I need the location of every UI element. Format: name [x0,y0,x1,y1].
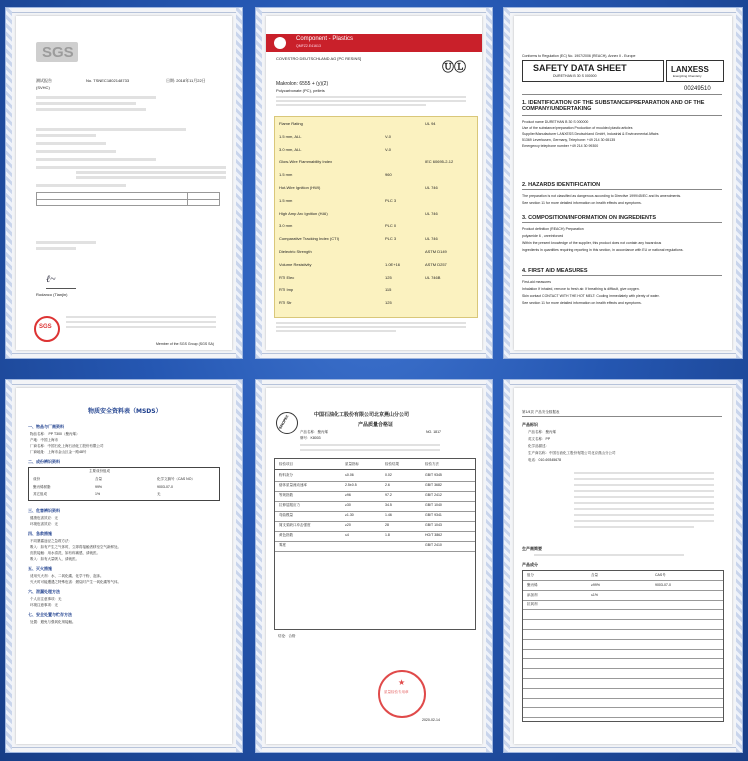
quality-cell: ≤4 [345,533,349,537]
ul-row-method: UL 746 [425,185,438,190]
composition-cell: ≥99% [591,582,600,587]
sgs-seal: SGS [34,316,60,342]
msds-line: 不同暴露途径之急救方法： [30,539,72,543]
msds-table-col: 含量 [95,477,102,481]
quality-cell: ≤0.06 [345,473,354,477]
doc-frame-sgs[interactable] [6,8,242,358]
quality-col-header: 检验方法 [425,462,439,466]
sds-text-line: See section 11 for more detailed information on health effects and symptoms. [522,301,642,305]
ul-row-label: 1.5 mm [279,172,293,178]
doc-frame-sinopec[interactable] [256,380,492,752]
quality-cell: GB/T 1040 [425,503,442,507]
msds-line: 吸入：如有大量吸入，请就医。 [30,557,79,561]
msds-section-heading: 六、泄漏处理方法 [28,589,60,594]
sgs-subtitle: (SVHC) [36,85,50,90]
quality-cell: 雾度 [279,543,286,547]
ul-row-value: 960 [385,172,392,178]
msds-table-cell: 99% [95,485,103,489]
report-no: No. TSNEC1802148733 [86,78,130,83]
sds-text-line: Product name DURETHAN B 30 S 000000 [522,120,589,124]
quality-cell: 粉料灰分 [279,473,293,477]
lanxess-logo: LANXESS Energizing Chemistry [666,60,724,82]
msds-table-col: 化学文摘号（CAS NO） [157,477,195,481]
msds-section-heading: 七、安全处置与贮存方法 [28,612,72,617]
ul-row-value: PLC 0 [385,223,397,229]
ul-row-value: V-0 [385,133,392,139]
table-rule [523,629,723,630]
msds-line: 处置：避免与强氧化剂接触。 [30,620,76,624]
sds-page: Conforms to Regulation (EC) No. 1907/2006 (REACH), Annex II - Europe SAFETY DATA SHEET DURETHAN B 30 S 000000 LANXESS Energizing Chemistry 00249510 1. IDENTIFICATION OF THE SUBSTANCE/PREPARATION AND OF THE COMPANY/UNDERTAKING Product name DURETHAN B 30 S 000000 Use of the substance/preparation Production of moulded plastic articles Supplier/Manufacturer LANXESS Deutschland GmbH, Industrial & Environmental Affairs 51369 Leverkusen, Germany, Telephone: +49 214 30 65135 Emergency telephone number +49 214 30 99300 2. HAZARDS IDENTIFICATION The preparation is not classified as dangerous according to Directive 1999/45/EC and its amendments. See section 11 for more detailed information on health effects and symptoms. 3. COMPOSITION/INFORMATION ON INGREDIENTS Product definition (REACH) Preparation polyamide 6 , unreinforced Within the present knowledge of the supplier, this product does not contain any hazardous ingredients in quantities requiring reporting in this section, in accordance with EU or national regulations. 4. FIRST AID MEASURES First-aid measures Inhalation If inhaled, remove to fresh air. If breathing is difficult, give oxygen. Skin contact CONTACT WITH THE HOT MELT: Cooling immediately with plenty of water. See section 11 for more detailed information on health effects and symptoms. [514,16,732,350]
sds-text-line: 51369 Leverkusen, Germany, Telephone: +49 214 30 65135 [522,138,616,142]
ul-card-page [266,16,482,350]
cert-line: 生产商名称：中国石油化工股份有限公司北京燕山分公司 [528,451,616,455]
quality-cell: 0.02 [385,473,392,477]
table-rule [275,511,475,512]
table-rule [523,619,723,620]
ul-row-label: Flame Rating [279,121,303,126]
ul-row-label: RTI Imp [279,287,294,293]
table-rule [275,531,475,532]
table-rule [275,469,475,470]
ul-mark: ⓊⓁ [442,60,467,74]
composition-cell: 9003-07-0 [655,582,671,587]
ul-row-value: PLC 3 [385,197,397,203]
doc-frame-sds[interactable] [504,8,742,358]
quality-cell: 34.5 [385,503,392,507]
sgs-footer: Member of the SGS Group (SGS SA) [156,342,214,346]
msds-line: 厂商地址：上海市金山区金一路48号 [30,450,87,454]
quality-cell: 简支梁缺口冲击强度 [279,523,311,527]
msds-composition-table [28,467,220,501]
sds-text-line: Emergency telephone number +49 214 30 99300 [522,144,599,148]
msds-line: 皮肤接触：用水清洗，如有疼痛感，请就医。 [30,551,100,555]
quality-cert-page: SINOPEC 中国石油化工股份有限公司北京燕山分公司 产品质量合格证 NO. 1817 产品名称：聚丙烯 牌号：K8003 检验项目 质量指标 检验结果 检验方法 粉料灰分 ≤0.06 0.02 GB/T 9345 熔体质量流动速率 2.5±0.5 2.6 GB/T 3682 等规指数 ≥96 97.2 GB/T 2412 拉伸屈服应力 ≥30 34.5 GB/T 1040 弯曲模量 ≥1.30 1.46 GB/T 9341 简支梁缺口冲击强度 ≥20 28 GB/T 1043 黄色指数 ≤4 1.8 HG/T 3862 雾度 GB/T 2410 结论：合格 质量检验专用章 ★ 2020-02-14 [266,388,482,744]
sgs-result-table [36,192,220,206]
table-rule [523,717,723,718]
quality-col-header: 检验项目 [279,462,293,466]
ul-row-method: UL 746B [425,274,441,280]
composition-cell: ≤1% [591,592,598,597]
sds-text-line: Inhalation If inhaled, remove to fresh air. If breathing is difficult, give oxygen. [522,287,640,291]
composition-cell: 抗氧剂 [527,602,538,607]
msds-section-heading: 四、急救措施 [28,531,52,536]
ul-row-value: 125 [385,274,392,280]
quality-cell: 28 [385,523,389,527]
table-rule [523,688,723,689]
table-rule [523,580,723,581]
doc-frame-ul[interactable] [256,8,492,358]
msds-table-cell: 1% [95,492,101,496]
sds-doc-no: 00249510 [684,86,711,92]
quality-cell: 熔体质量流动速率 [279,483,307,487]
ul-row-value: 1.0E+16 [385,261,401,267]
sgs-logo: SGS [36,42,78,62]
table-rule [523,649,723,650]
msds-section-heading: 二、成份辨识资料 [28,459,60,464]
quality-cell: 弯曲模量 [279,513,293,517]
table-rule [275,481,475,482]
ul-row-label: 3.0 mm, ALL [279,146,302,152]
ul-row-label: 3.0 mm [279,223,293,229]
quality-cell: GB/T 9341 [425,513,442,517]
sds-text-line: Product definition (REACH) Preparation [522,227,584,231]
quality-cell: 2.6 [385,483,390,487]
composition-cell: 组分 [527,573,534,577]
signer-name: Rodanco (Tianjin) [36,292,68,297]
table-rule [523,698,723,699]
ul-row-label: RTI Str [279,300,292,306]
ul-row-label: Volume Resistivity [279,261,312,267]
table-rule [523,590,723,591]
msds-section-heading: 一、物品与厂商资料 [28,424,64,429]
composition-cell: 添加剂 [527,592,538,597]
sds-text-line: The preparation is not classified as dangerous according to Directive 1999/45/EC and its amendments. [522,194,682,198]
table-rule [275,491,475,492]
table-rule [275,541,475,542]
ul-banner: Component - Plastics QMFZ2.E41613 [266,34,482,52]
msds-line: 环境注意事项：无 [30,603,58,607]
quality-col-header: 检验结果 [385,462,399,466]
table-rule [523,678,723,679]
sds-text-line: ingredients in quantities requiring reporting in this section, in accordance with EU or national regulations. [522,248,684,252]
table-rule [275,551,475,552]
msds-table-cell: 9003-07-0 [157,485,173,489]
sds-text-line: First-aid measures [522,280,551,284]
quality-cell: HG/T 3862 [425,533,443,537]
msds-table-title: 主要成份组成 [89,469,110,473]
ul-material: Makrolon: 6555 + (y)(2) [276,81,329,87]
quality-cell: GB/T 3682 [425,483,442,487]
msds-section-heading: 五、灭火措施 [28,566,52,571]
quality-cell: ≥96 [345,493,351,497]
msds-table-cell: 无 [157,492,161,496]
msds-line: 健康危害效应：无 [30,516,58,520]
conclusion: 结论：合格 [278,634,296,638]
msds-table-cell: 其它组成 [33,492,47,496]
sinopec-logo: SINOPEC [276,412,298,434]
cn-header: 第1/4页 产品安全数据表 [522,410,560,414]
cert-line: 英文名称：PP [528,437,551,441]
ul-company: COVESTRO DEUTSCHLAND AG [PC RESINS] [276,56,362,61]
msds-title: 物质安全资料表（MSDS） [88,408,162,415]
quality-cell: ≥20 [345,523,351,527]
ul-material-sub: Polycarbonate (PC), pellets [276,88,325,93]
quality-cell: 2.5±0.5 [345,483,357,487]
sds-text-line: Supplier/Manufacturer LANXESS Deutschland GmbH, Industrial & Environmental Affairs [522,132,659,136]
msds-line: 吸入：如有产生之气体时，立即将接触者移至空气新鲜处。 [30,545,121,549]
msds-table-cell: 聚丙烯树脂 [33,485,51,489]
sinopec-company: 中国石油化工股份有限公司北京燕山分公司 [314,412,410,418]
quality-table [274,458,476,630]
table-rule [523,609,723,610]
sds-text-line: See section 11 for more detailed information on health effects and symptoms. [522,201,642,205]
msds-table-col: 成份 [33,477,40,481]
quality-col-header: 质量指标 [345,462,359,466]
table-rule [523,600,723,601]
quality-cell: 1.8 [385,533,390,537]
table-rule [523,707,723,708]
signature: ℓ~ [46,274,76,289]
sds-text-line: polyamide 6 , unreinforced [522,234,564,238]
ul-row-method: ASTM D257 [425,261,447,267]
msds-line: 产地：中国上海市 [30,438,58,442]
quality-cell: 黄色指数 [279,533,293,537]
quality-cell: GB/T 2410 [425,543,442,547]
ul-row-method: IEC 60695-2-12 [425,159,454,165]
composition-table [522,570,724,722]
msds-line: 适用灭火剂：水、二氧化碳、化学干粉、泡沫。 [30,574,104,578]
ul-property-table [274,116,478,318]
quality-cell: 拉伸屈服应力 [279,503,300,507]
ul-row-value: 115 [385,287,392,293]
sgs-title: 测试报告 [36,78,52,83]
ul-row-method: UL 746 [425,236,438,242]
quality-cell: 97.2 [385,493,392,497]
quality-cell: GB/T 1043 [425,523,442,527]
msds-line: 物品名称： PP T300（聚丙烯） [30,432,80,436]
quality-cell: 1.46 [385,513,392,517]
ul-row-value: V-0 [385,146,392,152]
report-date: 日期: 2018年11月22日 [166,78,206,83]
ul-row-label: Hot-Wire Ignition (HWI) [279,185,321,190]
cert-line: 化学品描述： [528,444,549,448]
sds-text-line: Skin contact CONTACT WITH THE HOT MELT: Cooling immediately with plenty of water. [522,294,660,298]
composition-cell: CAS号 [655,573,666,577]
sds-text-line: Use of the substance/preparation Production of moulded plastic articles [522,126,633,130]
cert-line: 产品名称：聚丙烯 [528,430,556,434]
msds-line: 灭火时可能遭遇之特殊危害：燃烧时产生一氧化碳等气体。 [30,580,121,584]
ul-row-label: 1.5 mm, ALL [279,133,302,139]
ul-row-method: ASTM D149 [425,249,447,254]
table-rule [275,501,475,502]
table-rule [275,521,475,522]
ul-row-label: 1.5 mm [279,197,293,203]
sds-title-box: SAFETY DATA SHEET DURETHAN B 30 S 000000 [522,60,664,82]
ul-row-label: Comparative Tracking Index (CTI) [279,236,340,242]
sgs-report-page [16,16,232,350]
msds-line: 厂商名称：中国石化上海石油化工股份有限公司 [30,444,104,448]
quality-cell: ≥30 [345,503,351,507]
cert-line: 电话：010-69345678 [528,458,562,462]
sds-text-line: Within the present knowledge of the supplier, this product does not contain any hazardous [522,241,662,245]
table-rule [523,658,723,659]
quality-cell: GB/T 9345 [425,473,442,477]
table-rule [523,639,723,640]
composition-cell: 聚丙烯 [527,582,538,587]
quality-cell: 等规指数 [279,493,293,497]
msds-section-heading: 三、危害辨识资料 [28,508,60,513]
ul-row-method: UL 94 [425,121,436,126]
quality-cell: GB/T 2412 [425,493,442,497]
ul-row-value: 125 [385,300,392,306]
quality-seal: 质量检验专用章 ★ [378,670,426,718]
composition-cell: 含量 [591,573,598,577]
ul-row-value: PLC 3 [385,236,397,242]
ul-row-label: RTI Elec [279,274,295,280]
ul-row-label: High Amp Arc Ignition (HAI) [279,210,328,216]
msds-line: 个人应注意事项：无 [30,597,62,601]
doc-frame-sds-cn[interactable] [504,380,742,752]
doc-frame-msds[interactable] [6,380,242,752]
sinopec-doc: 产品质量合格证 [358,422,394,428]
msds-line: 环境危害效应：无 [30,522,58,526]
table-rule [523,668,723,669]
ul-row-label: Glow-Wire Flammability Index [279,159,333,165]
ul-row-label: Dielectric Strength [279,249,312,254]
sds-header: Conforms to Regulation (EC) No. 1907/2006 (REACH), Annex II - Europe [522,54,636,58]
ul-row-method: UL 746 [425,210,438,216]
msds-page [16,388,232,744]
sds-cn-page: 第1/4页 产品安全数据表 产品标识 产品名称：聚丙烯 英文名称：PP 化学品描述： 生产商名称：中国石油化工股份有限公司北京燕山分公司 电话：010-69345678 生产商简要 产品成分 组分 含量 CAS号 聚丙烯 ≥99% 9003-07-0 添加剂 ≤1% 抗氧剂 [514,388,732,744]
quality-cell: ≥1.30 [345,513,354,517]
